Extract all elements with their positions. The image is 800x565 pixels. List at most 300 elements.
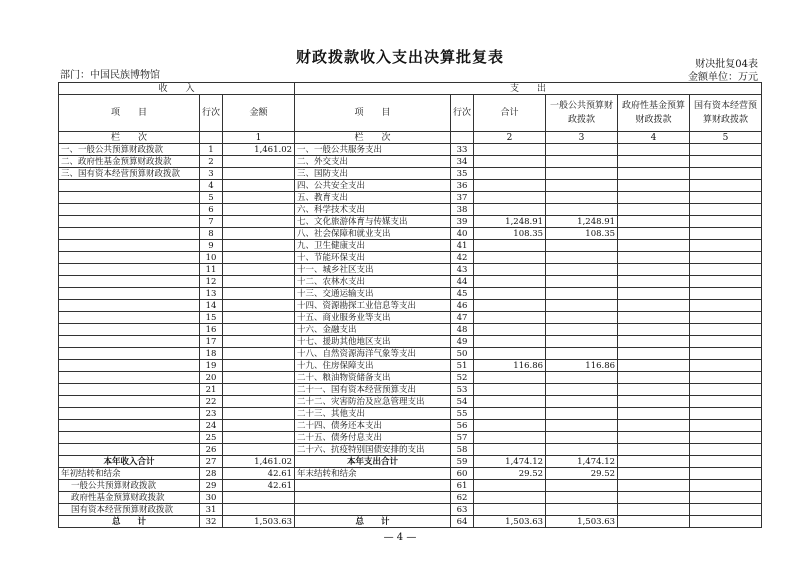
expense-item: 六、科学技术支出	[295, 204, 451, 216]
expense-item: 二十六、抗疫特别国债安排的支出	[295, 444, 451, 456]
income-amount: 42.61	[223, 480, 295, 492]
expense-general	[546, 480, 618, 492]
expense-fund	[618, 324, 690, 336]
income-item: 三、国有资本经营预算财政拨款	[59, 168, 200, 180]
income-amount	[223, 396, 295, 408]
expense-capital	[690, 156, 762, 168]
income-item	[59, 312, 200, 324]
expense-item: 二、外交支出	[295, 156, 451, 168]
expense-general	[546, 312, 618, 324]
expense-item	[295, 504, 451, 516]
header-row-top	[59, 83, 762, 95]
income-item	[59, 288, 200, 300]
expense-general	[546, 336, 618, 348]
expense-general	[546, 324, 618, 336]
expense-capital	[690, 216, 762, 228]
income-amount	[223, 156, 295, 168]
table-row	[59, 420, 762, 432]
expense-fund	[618, 480, 690, 492]
income-item	[59, 204, 200, 216]
expense-fund	[618, 312, 690, 324]
expense-fund	[618, 228, 690, 240]
table-row	[59, 504, 762, 516]
expense-line-no: 58	[451, 444, 474, 456]
income-line-no: 29	[200, 480, 223, 492]
expense-capital	[690, 444, 762, 456]
expense-capital	[690, 516, 762, 528]
income-header: 收 入	[59, 83, 295, 95]
expense-total	[474, 444, 546, 456]
expense-capital	[690, 432, 762, 444]
income-item: 本年收入合计	[59, 456, 200, 468]
expense-total: 1,503.63	[474, 516, 546, 528]
expense-general	[546, 204, 618, 216]
expense-fund	[618, 240, 690, 252]
expense-fund	[618, 192, 690, 204]
income-line-no: 1	[200, 144, 223, 156]
income-line-no: 3	[200, 168, 223, 180]
expense-line-no: 56	[451, 420, 474, 432]
income-item	[59, 264, 200, 276]
expense-line-no: 50	[451, 348, 474, 360]
expense-total: 1,248.91	[474, 216, 546, 228]
expense-item-header: 项 目	[295, 95, 451, 132]
expense-fund	[618, 348, 690, 360]
expense-capital	[690, 192, 762, 204]
table-row	[59, 312, 762, 324]
expense-line-no: 62	[451, 492, 474, 504]
expense-total	[474, 192, 546, 204]
lanci-blank	[200, 132, 223, 144]
income-line-no: 31	[200, 504, 223, 516]
expense-fund	[618, 264, 690, 276]
expense-total	[474, 396, 546, 408]
expense-general: 1,474.12	[546, 456, 618, 468]
expense-fund	[618, 156, 690, 168]
expense-capital	[690, 348, 762, 360]
expense-item: 五、教育支出	[295, 192, 451, 204]
expense-item: 十二、农林水支出	[295, 276, 451, 288]
table-row	[59, 360, 762, 372]
expense-line-no: 53	[451, 384, 474, 396]
expense-total	[474, 264, 546, 276]
expense-item: 十四、资源勘探工业信息等支出	[295, 300, 451, 312]
income-item	[59, 372, 200, 384]
table-row	[59, 216, 762, 228]
income-line-no: 18	[200, 348, 223, 360]
expense-total	[474, 144, 546, 156]
expense-total	[474, 420, 546, 432]
table-row	[59, 468, 762, 480]
table-row	[59, 492, 762, 504]
expense-fund	[618, 180, 690, 192]
expense-general	[546, 432, 618, 444]
lanci-4: 4	[618, 132, 690, 144]
expense-line-no: 33	[451, 144, 474, 156]
income-item	[59, 216, 200, 228]
expense-item	[295, 480, 451, 492]
expense-item: 二十四、债务还本支出	[295, 420, 451, 432]
income-amount	[223, 420, 295, 432]
income-amount	[223, 276, 295, 288]
table-row	[59, 396, 762, 408]
expense-fund	[618, 336, 690, 348]
expense-line-no: 46	[451, 300, 474, 312]
expense-fund	[618, 468, 690, 480]
income-item	[59, 360, 200, 372]
expense-total: 116.86	[474, 360, 546, 372]
expense-line-no: 45	[451, 288, 474, 300]
expense-line-no: 61	[451, 480, 474, 492]
expense-capital	[690, 396, 762, 408]
expense-total	[474, 504, 546, 516]
income-line-no: 12	[200, 276, 223, 288]
expense-line-header: 行次	[451, 95, 474, 132]
expense-capital	[690, 480, 762, 492]
expense-line-no: 49	[451, 336, 474, 348]
income-amount	[223, 504, 295, 516]
income-line-header: 行次	[200, 95, 223, 132]
income-item	[59, 324, 200, 336]
table-row	[59, 276, 762, 288]
expense-general: 108.35	[546, 228, 618, 240]
income-line-no: 20	[200, 372, 223, 384]
income-item: 年初结转和结余	[59, 468, 200, 480]
expense-capital	[690, 420, 762, 432]
income-item	[59, 336, 200, 348]
table-row	[59, 240, 762, 252]
expense-general	[546, 264, 618, 276]
expense-item: 年末结转和结余	[295, 468, 451, 480]
income-amount	[223, 324, 295, 336]
expense-total	[474, 372, 546, 384]
expense-general	[546, 156, 618, 168]
expense-line-no: 57	[451, 432, 474, 444]
expense-line-no: 37	[451, 192, 474, 204]
expense-line-no: 55	[451, 408, 474, 420]
expense-fund	[618, 144, 690, 156]
expense-total	[474, 432, 546, 444]
general-budget-header: 一般公共预算财政拨款	[546, 95, 618, 132]
expense-general	[546, 372, 618, 384]
expense-line-no: 48	[451, 324, 474, 336]
income-item	[59, 420, 200, 432]
expense-capital	[690, 264, 762, 276]
income-line-no: 10	[200, 252, 223, 264]
expense-line-no: 41	[451, 240, 474, 252]
table-row	[59, 408, 762, 420]
income-item	[59, 300, 200, 312]
expense-fund	[618, 444, 690, 456]
expense-item: 二十、粮油物资储备支出	[295, 372, 451, 384]
income-amount	[223, 336, 295, 348]
expense-total	[474, 156, 546, 168]
table-row	[59, 432, 762, 444]
income-amount	[223, 384, 295, 396]
department-label: 部门：中国民族博物馆	[60, 70, 160, 81]
expense-total-header: 合计	[474, 95, 546, 132]
income-item	[59, 252, 200, 264]
expense-total	[474, 348, 546, 360]
table-row	[59, 144, 762, 156]
expense-total	[474, 336, 546, 348]
table-row	[59, 252, 762, 264]
table-row	[59, 204, 762, 216]
table-row	[59, 288, 762, 300]
income-amount: 1,461.02	[223, 456, 295, 468]
income-item	[59, 180, 200, 192]
expense-capital	[690, 180, 762, 192]
expense-item: 二十一、国有资本经营预算支出	[295, 384, 451, 396]
lanci-left: 栏 次	[59, 132, 200, 144]
income-line-no: 27	[200, 456, 223, 468]
expense-capital	[690, 252, 762, 264]
lanci-row	[59, 132, 762, 144]
expense-general	[546, 168, 618, 180]
expense-fund	[618, 492, 690, 504]
income-amount	[223, 204, 295, 216]
income-item	[59, 432, 200, 444]
expense-general: 116.86	[546, 360, 618, 372]
expense-item: 十九、住房保障支出	[295, 360, 451, 372]
expense-fund	[618, 384, 690, 396]
income-item	[59, 444, 200, 456]
income-line-no: 7	[200, 216, 223, 228]
expense-capital	[690, 228, 762, 240]
income-line-no: 11	[200, 264, 223, 276]
income-amount	[223, 288, 295, 300]
expense-fund	[618, 432, 690, 444]
expense-general	[546, 300, 618, 312]
income-amount	[223, 180, 295, 192]
expense-fund	[618, 204, 690, 216]
income-item: 总 计	[59, 516, 200, 528]
income-amount	[223, 240, 295, 252]
income-amount	[223, 432, 295, 444]
expense-item: 三、国防支出	[295, 168, 451, 180]
budget-table	[58, 82, 762, 528]
expense-total	[474, 288, 546, 300]
expense-item: 十三、交通运输支出	[295, 288, 451, 300]
income-line-no: 13	[200, 288, 223, 300]
expense-total	[474, 252, 546, 264]
income-line-no: 17	[200, 336, 223, 348]
page-title: 财政拨款收入支出决算批复表	[295, 48, 504, 66]
expense-capital	[690, 384, 762, 396]
expense-line-no: 43	[451, 264, 474, 276]
income-line-no: 21	[200, 384, 223, 396]
income-line-no: 22	[200, 396, 223, 408]
income-amount: 1,461.02	[223, 144, 295, 156]
income-line-no: 6	[200, 204, 223, 216]
expense-line-no: 64	[451, 516, 474, 528]
income-item	[59, 228, 200, 240]
header-row-columns	[59, 95, 762, 132]
income-amount	[223, 300, 295, 312]
income-line-no: 8	[200, 228, 223, 240]
page-number: — 4 —	[383, 532, 417, 543]
expense-capital	[690, 372, 762, 384]
table-row	[59, 444, 762, 456]
expense-general	[546, 144, 618, 156]
expense-line-no: 63	[451, 504, 474, 516]
expense-total	[474, 492, 546, 504]
expense-capital	[690, 168, 762, 180]
expense-total	[474, 240, 546, 252]
amount-unit: 金额单位：万元	[688, 72, 758, 83]
income-item	[59, 396, 200, 408]
table-row	[59, 264, 762, 276]
expense-total	[474, 168, 546, 180]
income-amount	[223, 360, 295, 372]
table-row	[59, 324, 762, 336]
table-row	[59, 336, 762, 348]
table-row	[59, 456, 762, 468]
expense-capital	[690, 360, 762, 372]
expense-fund	[618, 288, 690, 300]
expense-capital	[690, 468, 762, 480]
expense-item: 总 计	[295, 516, 451, 528]
expense-general: 1,248.91	[546, 216, 618, 228]
expense-capital	[690, 312, 762, 324]
expense-line-no: 44	[451, 276, 474, 288]
table-row	[59, 300, 762, 312]
expense-fund	[618, 252, 690, 264]
lanci-blank	[451, 132, 474, 144]
income-amount: 1,503.63	[223, 516, 295, 528]
expense-fund	[618, 504, 690, 516]
income-amount	[223, 348, 295, 360]
table-row	[59, 228, 762, 240]
table-row	[59, 168, 762, 180]
expense-fund	[618, 372, 690, 384]
income-amount	[223, 408, 295, 420]
expense-line-no: 60	[451, 468, 474, 480]
income-amount	[223, 192, 295, 204]
expense-general	[546, 240, 618, 252]
income-line-no: 15	[200, 312, 223, 324]
expense-fund	[618, 216, 690, 228]
expense-line-no: 34	[451, 156, 474, 168]
income-line-no: 2	[200, 156, 223, 168]
income-item	[59, 348, 200, 360]
income-item	[59, 192, 200, 204]
table-row	[59, 180, 762, 192]
income-amount	[223, 216, 295, 228]
expense-item: 二十二、灾害防治及应急管理支出	[295, 396, 451, 408]
expense-total	[474, 300, 546, 312]
expense-line-no: 40	[451, 228, 474, 240]
lanci-3: 3	[546, 132, 618, 144]
expense-capital	[690, 504, 762, 516]
income-line-no: 24	[200, 420, 223, 432]
income-amount-header: 金额	[223, 95, 295, 132]
income-item	[59, 276, 200, 288]
expense-item	[295, 492, 451, 504]
table-row	[59, 192, 762, 204]
expense-item: 一、一般公共服务支出	[295, 144, 451, 156]
income-item	[59, 240, 200, 252]
expense-fund	[618, 300, 690, 312]
expense-item: 四、公共安全支出	[295, 180, 451, 192]
form-code: 财决批复04表	[695, 59, 758, 70]
expense-item: 本年支出合计	[295, 456, 451, 468]
capital-budget-header: 国有资本经营预算财政拨款	[690, 95, 762, 132]
income-line-no: 32	[200, 516, 223, 528]
expense-item: 十一、城乡社区支出	[295, 264, 451, 276]
expense-general	[546, 492, 618, 504]
expense-capital	[690, 408, 762, 420]
expense-general	[546, 408, 618, 420]
income-item: 二、政府性基金预算财政拨款	[59, 156, 200, 168]
fund-budget-header: 政府性基金预算财政拨款	[618, 95, 690, 132]
expense-item: 十八、自然资源海洋气象等支出	[295, 348, 451, 360]
lanci-right: 栏 次	[295, 132, 451, 144]
expense-line-no: 52	[451, 372, 474, 384]
expense-general	[546, 276, 618, 288]
expense-general: 29.52	[546, 468, 618, 480]
expense-item: 十、节能环保支出	[295, 252, 451, 264]
expense-capital	[690, 456, 762, 468]
expense-line-no: 35	[451, 168, 474, 180]
expense-line-no: 39	[451, 216, 474, 228]
income-line-no: 9	[200, 240, 223, 252]
expense-line-no: 47	[451, 312, 474, 324]
table-row	[59, 348, 762, 360]
expense-line-no: 51	[451, 360, 474, 372]
expense-capital	[690, 300, 762, 312]
table-row	[59, 480, 762, 492]
expense-general	[546, 180, 618, 192]
expense-capital	[690, 204, 762, 216]
expense-total	[474, 384, 546, 396]
expense-total: 108.35	[474, 228, 546, 240]
expense-fund	[618, 420, 690, 432]
expense-line-no: 42	[451, 252, 474, 264]
expense-header: 支 出	[295, 83, 762, 95]
expense-fund	[618, 396, 690, 408]
form-info	[688, 58, 758, 84]
income-line-no: 30	[200, 492, 223, 504]
income-line-no: 14	[200, 300, 223, 312]
expense-item: 七、文化旅游体育与传媒支出	[295, 216, 451, 228]
income-amount	[223, 228, 295, 240]
expense-line-no: 36	[451, 180, 474, 192]
expense-fund	[618, 360, 690, 372]
expense-item: 十七、援助其他地区支出	[295, 336, 451, 348]
lanci-1: 1	[223, 132, 295, 144]
expense-item: 二十三、其他支出	[295, 408, 451, 420]
expense-general	[546, 420, 618, 432]
expense-fund	[618, 456, 690, 468]
expense-total	[474, 324, 546, 336]
expense-total	[474, 312, 546, 324]
expense-item: 十五、商业服务业等支出	[295, 312, 451, 324]
lanci-5: 5	[690, 132, 762, 144]
income-item-header: 项 目	[59, 95, 200, 132]
income-line-no: 23	[200, 408, 223, 420]
income-amount: 42.61	[223, 468, 295, 480]
expense-line-no: 54	[451, 396, 474, 408]
income-line-no: 25	[200, 432, 223, 444]
expense-capital	[690, 240, 762, 252]
expense-item: 二十五、债务付息支出	[295, 432, 451, 444]
income-amount	[223, 264, 295, 276]
income-line-no: 28	[200, 468, 223, 480]
expense-total: 29.52	[474, 468, 546, 480]
income-item: 国有资本经营预算财政拨款	[59, 504, 200, 516]
expense-total	[474, 480, 546, 492]
